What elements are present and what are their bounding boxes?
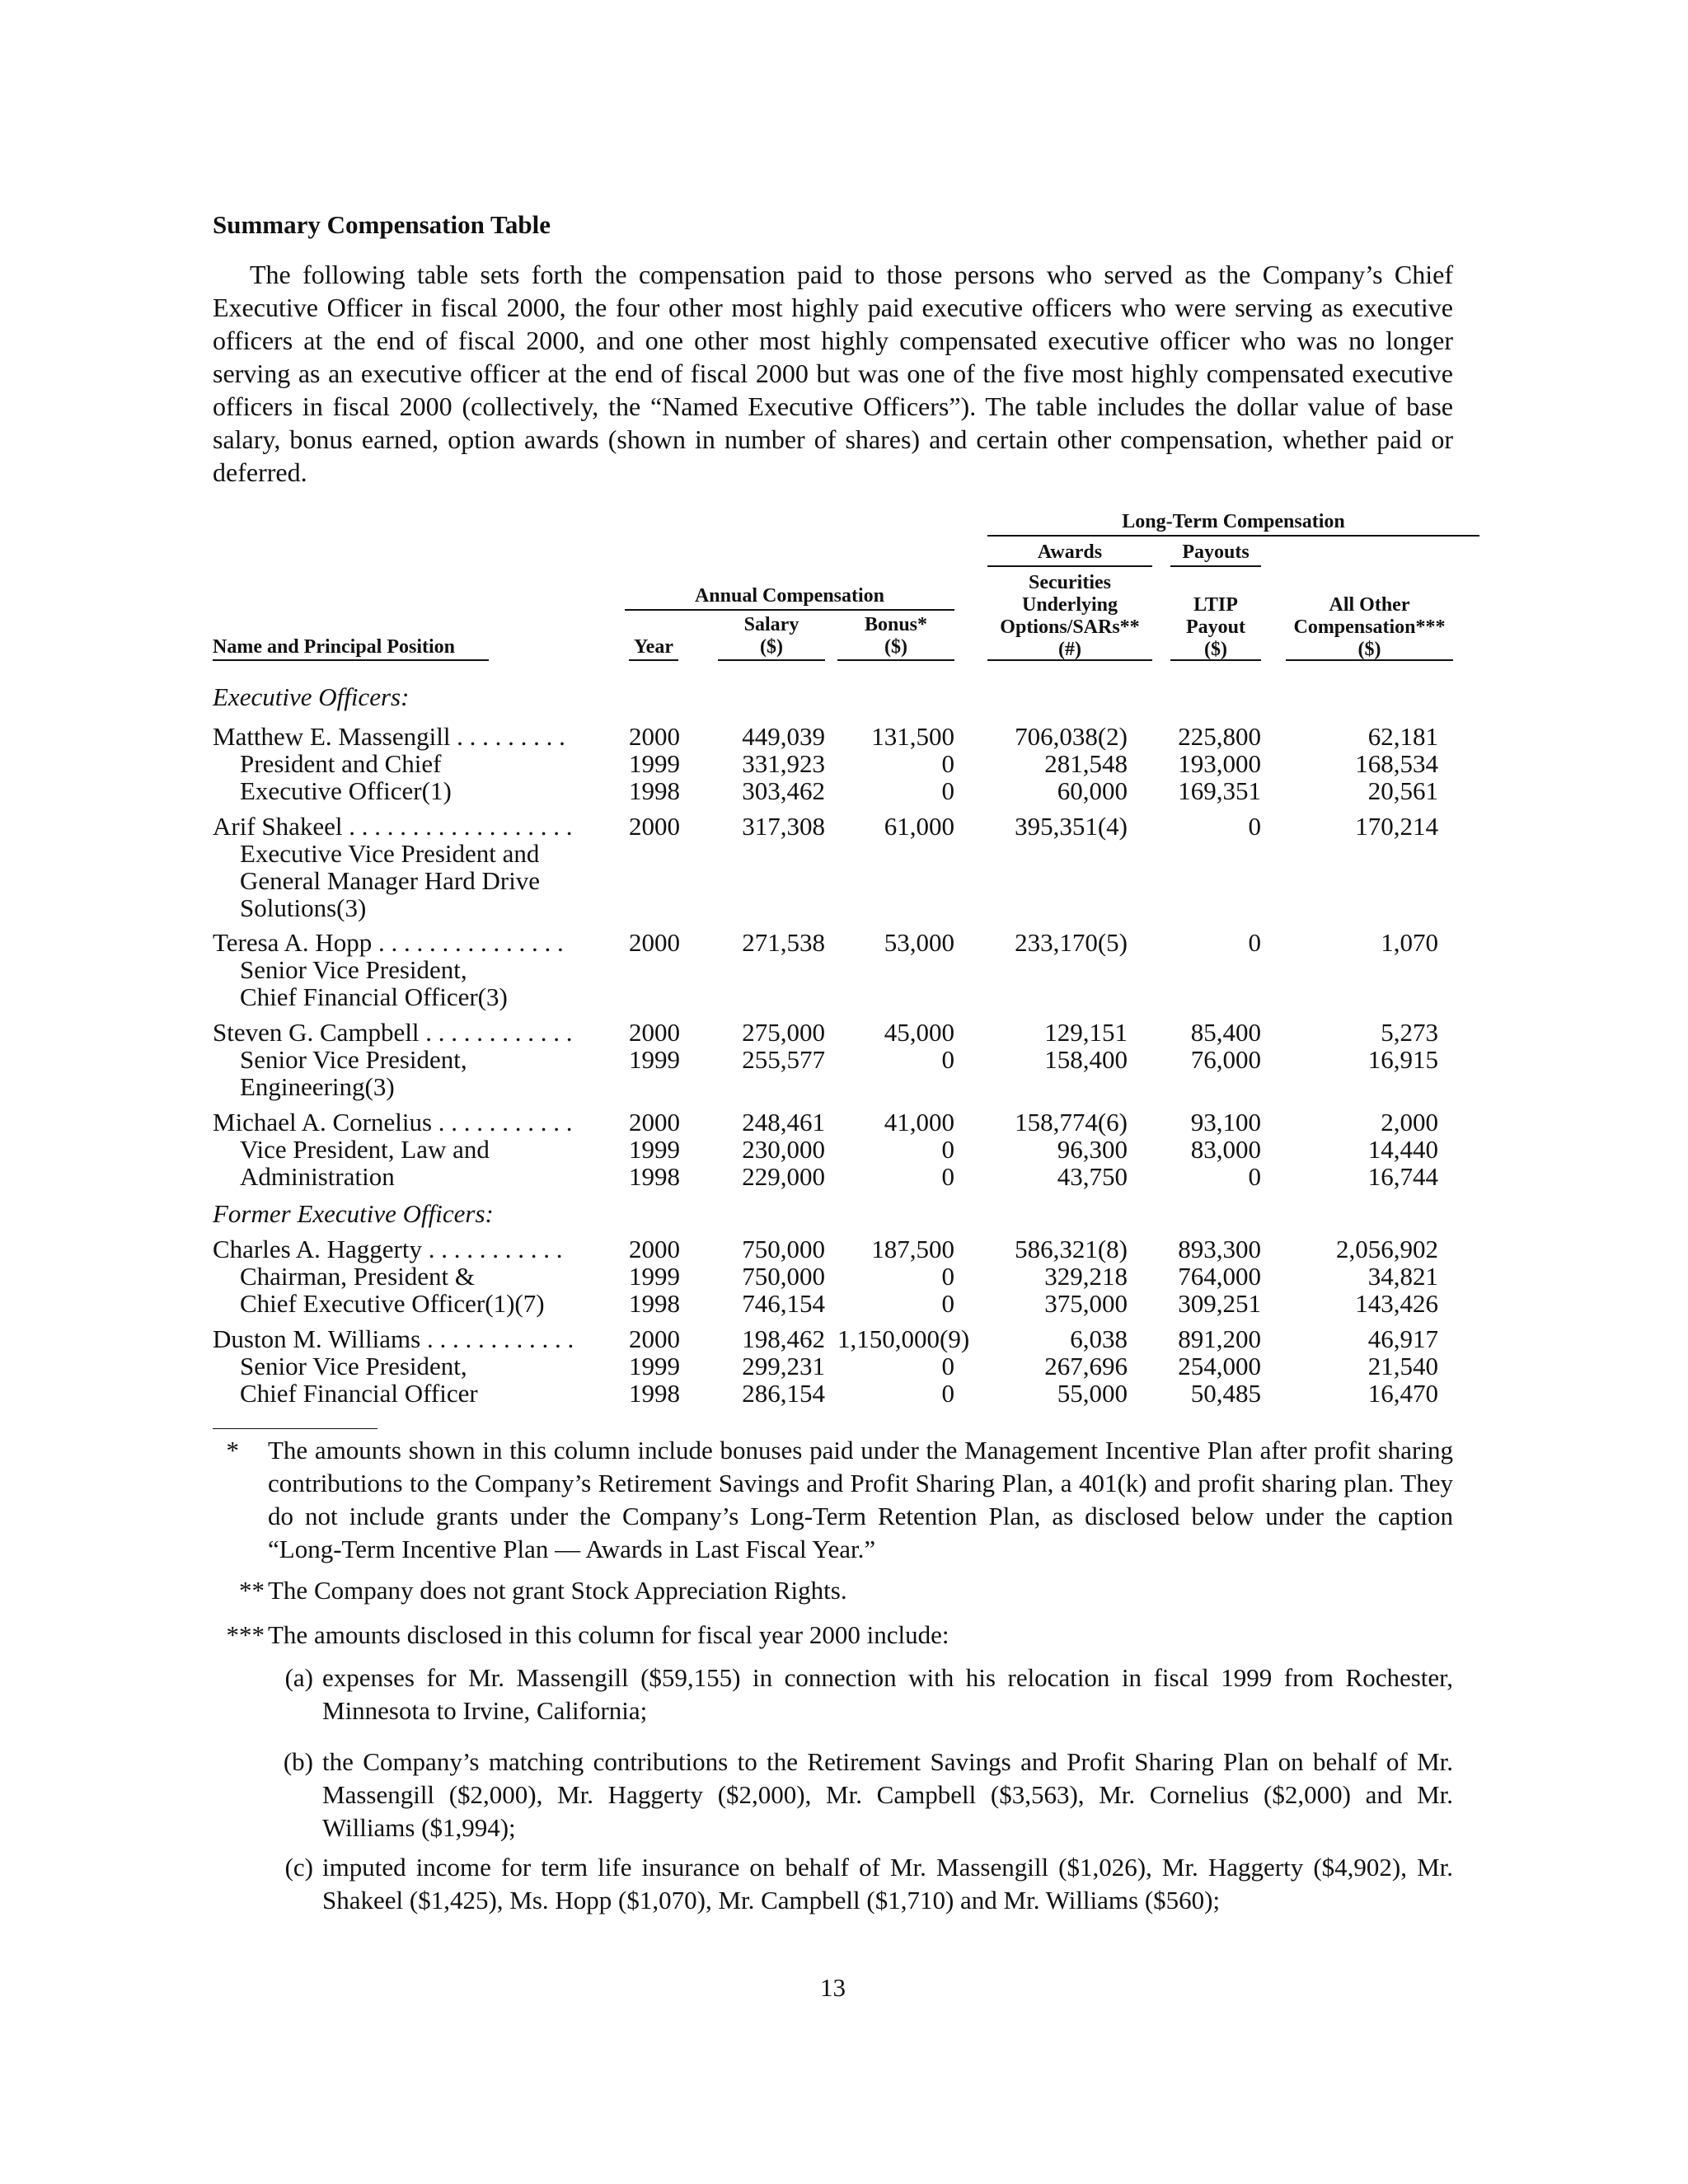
cell-all-other: 5,273 bbox=[1381, 1018, 1438, 1047]
cell-salary: 271,538 bbox=[742, 928, 825, 957]
cell-ltip: 891,200 bbox=[1178, 1324, 1261, 1353]
footnote-other: The amounts disclosed in this column for fiscal year 2000 include: bbox=[268, 1620, 950, 1649]
cell-year: 1999 bbox=[629, 1352, 680, 1380]
cell-bonus: 0 bbox=[941, 749, 954, 778]
cell-year: 2000 bbox=[629, 1108, 680, 1137]
cell-bonus: 45,000 bbox=[884, 1018, 954, 1047]
cell-year: 2000 bbox=[629, 1235, 680, 1263]
cell-all-other: 62,181 bbox=[1367, 722, 1438, 751]
header-bonus: Bonus* ($) bbox=[864, 614, 928, 658]
cell-year: 1998 bbox=[629, 1289, 680, 1318]
header-salary: Salary ($) bbox=[743, 614, 799, 658]
cell-year: 1999 bbox=[629, 1045, 680, 1074]
header-long-term: Long-Term Compensation bbox=[1122, 511, 1345, 532]
footnote-item-mark: (c) bbox=[284, 1853, 313, 1882]
cell-ltip: 0 bbox=[1248, 1162, 1261, 1191]
cell-salary: 750,000 bbox=[742, 1262, 825, 1291]
cell-salary: 303,462 bbox=[742, 776, 825, 805]
cell-all-other: 46,917 bbox=[1367, 1324, 1438, 1353]
header-ltip: LTIP Payout ($) bbox=[1186, 594, 1245, 660]
page-number: 13 bbox=[820, 1973, 846, 2002]
cell-year: 2000 bbox=[629, 928, 680, 957]
header-year: Year bbox=[634, 636, 673, 658]
cell-bonus: 0 bbox=[941, 1135, 954, 1164]
cell-all-other: 16,915 bbox=[1367, 1045, 1438, 1074]
cell-bonus: 131,500 bbox=[871, 722, 954, 751]
cell-name: Duston M. Williams . . . . . . . . . . . . bbox=[213, 1324, 574, 1353]
cell-ltip: 76,000 bbox=[1190, 1045, 1261, 1074]
cell-options: 395,351(4) bbox=[1015, 812, 1128, 841]
cell-ltip: 85,400 bbox=[1190, 1018, 1261, 1047]
cell-ltip: 893,300 bbox=[1178, 1235, 1261, 1263]
cell-salary: 746,154 bbox=[742, 1289, 825, 1318]
cell-ltip: 225,800 bbox=[1178, 722, 1261, 751]
header-rule bbox=[837, 659, 954, 661]
cell-salary: 299,231 bbox=[742, 1352, 825, 1380]
cell-options: 706,038(2) bbox=[1015, 722, 1128, 751]
footnote-item-b: the Company’s matching contributions to the Retirement Savings and Profit Sharing Plan on behalf of Mr. Massengill ($2,000), Mr. Haggerty ($2,000), Mr. Campbell ($3,563), Mr. Cornelius ($2,000) and Mr. Williams ($1,994); bbox=[322, 1747, 1453, 1842]
cell-name: Senior Vice President, bbox=[240, 955, 467, 984]
cell-salary: 331,923 bbox=[742, 749, 825, 778]
cell-options: 281,548 bbox=[1044, 749, 1128, 778]
cell-ltip: 169,351 bbox=[1178, 776, 1261, 805]
cell-options: 375,000 bbox=[1044, 1289, 1128, 1318]
header-rule bbox=[213, 659, 489, 661]
cell-all-other: 1,070 bbox=[1381, 928, 1438, 957]
cell-name: Steven G. Campbell . . . . . . . . . . . . bbox=[213, 1018, 573, 1047]
footnote-mark: *** bbox=[226, 1620, 265, 1649]
cell-salary: 449,039 bbox=[742, 722, 825, 751]
cell-options: 55,000 bbox=[1057, 1379, 1128, 1408]
cell-bonus: 0 bbox=[941, 1379, 954, 1408]
cell-options: 586,321(8) bbox=[1015, 1235, 1128, 1263]
cell-all-other: 168,534 bbox=[1355, 749, 1438, 778]
header-rule bbox=[987, 659, 1152, 661]
cell-ltip: 309,251 bbox=[1178, 1289, 1261, 1318]
cell-ltip: 193,000 bbox=[1178, 749, 1261, 778]
cell-all-other: 34,821 bbox=[1367, 1262, 1438, 1291]
cell-salary: 275,000 bbox=[742, 1018, 825, 1047]
cell-ltip: 83,000 bbox=[1190, 1135, 1261, 1164]
footnote-item-mark: (a) bbox=[284, 1663, 313, 1692]
footnote-bonus: The amounts shown in this column include bonuses paid under the Management Incentive Plan after profit sharing contributions to the Company’s Retirement Savings and Profit Sharing Plan, a 401(k) and profit sharing plan. They do not include grants under the Company’s Long-Term Retention Plan, as disclosed below under the caption “Long-Term Incentive Plan — Awards in Last Fiscal Year.” bbox=[268, 1436, 1453, 1563]
cell-year: 1998 bbox=[629, 776, 680, 805]
cell-name: Chief Executive Officer(1)(7) bbox=[240, 1289, 545, 1318]
cell-name: Administration bbox=[240, 1162, 395, 1191]
header-rule bbox=[1170, 659, 1261, 661]
header-rule bbox=[625, 609, 954, 611]
cell-all-other: 21,540 bbox=[1367, 1352, 1438, 1380]
header-payouts: Payouts bbox=[1182, 541, 1250, 563]
cell-options: 43,750 bbox=[1057, 1162, 1128, 1191]
cell-name: Senior Vice President, bbox=[240, 1352, 467, 1380]
cell-all-other: 16,470 bbox=[1367, 1379, 1438, 1408]
cell-name: Executive Vice President and bbox=[240, 839, 540, 868]
section-title: Summary Compensation Table bbox=[213, 210, 551, 239]
footnote-mark: * bbox=[226, 1436, 239, 1465]
footnote-item-mark: (b) bbox=[283, 1747, 313, 1776]
cell-options: 158,400 bbox=[1044, 1045, 1128, 1074]
cell-ltip: 0 bbox=[1248, 812, 1261, 841]
cell-bonus: 0 bbox=[941, 776, 954, 805]
cell-name: Michael A. Cornelius . . . . . . . . . . . bbox=[213, 1108, 573, 1137]
cell-bonus: 1,150,000(9) bbox=[837, 1324, 970, 1353]
cell-name: Chief Financial Officer(3) bbox=[240, 982, 508, 1011]
cell-year: 2000 bbox=[629, 1018, 680, 1047]
header-rule bbox=[987, 535, 1479, 537]
cell-options: 129,151 bbox=[1044, 1018, 1128, 1047]
cell-all-other: 143,426 bbox=[1355, 1289, 1438, 1318]
cell-salary: 255,577 bbox=[742, 1045, 825, 1074]
cell-all-other: 170,214 bbox=[1355, 812, 1438, 841]
cell-salary: 230,000 bbox=[742, 1135, 825, 1164]
footnote-rule bbox=[213, 1428, 377, 1429]
footnote-item-a: expenses for Mr. Massengill ($59,155) in connection with his relocation in fiscal 1999 from Rochester, Minnesota to Irvine, California; bbox=[322, 1663, 1453, 1725]
cell-bonus: 187,500 bbox=[871, 1235, 954, 1263]
header-annual: Annual Compensation bbox=[694, 585, 885, 607]
cell-options: 96,300 bbox=[1057, 1135, 1128, 1164]
cell-salary: 198,462 bbox=[742, 1324, 825, 1353]
cell-ltip: 0 bbox=[1248, 928, 1261, 957]
section-label-former: Former Executive Officers: bbox=[213, 1199, 494, 1228]
cell-name: Arif Shakeel . . . . . . . . . . . . . . . . . . bbox=[213, 812, 573, 841]
cell-year: 2000 bbox=[629, 1324, 680, 1353]
cell-name: Matthew E. Massengill . . . . . . . . . bbox=[213, 722, 565, 751]
cell-name: Chief Financial Officer bbox=[240, 1379, 478, 1408]
cell-ltip: 93,100 bbox=[1190, 1108, 1261, 1137]
cell-bonus: 53,000 bbox=[884, 928, 954, 957]
cell-bonus: 0 bbox=[941, 1045, 954, 1074]
cell-ltip: 50,485 bbox=[1190, 1379, 1261, 1408]
cell-name: Solutions(3) bbox=[240, 893, 367, 922]
cell-name: Executive Officer(1) bbox=[240, 776, 452, 805]
cell-bonus: 0 bbox=[941, 1262, 954, 1291]
cell-bonus: 0 bbox=[941, 1162, 954, 1191]
header-rule bbox=[1286, 659, 1453, 661]
cell-salary: 750,000 bbox=[742, 1235, 825, 1263]
cell-ltip: 254,000 bbox=[1178, 1352, 1261, 1380]
cell-name: President and Chief bbox=[240, 749, 442, 778]
cell-name: General Manager Hard Drive bbox=[240, 866, 541, 895]
cell-bonus: 41,000 bbox=[884, 1108, 954, 1137]
cell-bonus: 61,000 bbox=[884, 812, 954, 841]
cell-name: Engineering(3) bbox=[240, 1072, 395, 1101]
cell-all-other: 16,744 bbox=[1367, 1162, 1438, 1191]
header-rule bbox=[987, 565, 1152, 567]
cell-options: 267,696 bbox=[1044, 1352, 1128, 1380]
cell-salary: 248,461 bbox=[742, 1108, 825, 1137]
intro-paragraph: The following table sets forth the compensation paid to those persons who served as the Company’s Chief Executive Officer in fiscal 2000, the four other most highly paid executive officers who were serving as executive officers at the end of fiscal 2000, and one other most highly compensated executive officer who was no longer serving as an executive officer at the end of fiscal 2000 but was one of the five most highly compensated executive officers in fiscal 2000 (collectively, the “Named Executive Officers”). The table includes the dollar value of base salary, bonus earned, option awards (shown in number of shares) and certain other compensation, whether paid or deferred. bbox=[213, 260, 1453, 487]
cell-year: 1999 bbox=[629, 1262, 680, 1291]
section-label-executive: Executive Officers: bbox=[213, 682, 410, 711]
header-rule bbox=[718, 659, 825, 661]
cell-name: Charles A. Haggerty . . . . . . . . . . . bbox=[213, 1235, 563, 1263]
header-rule bbox=[629, 659, 678, 661]
cell-name: Senior Vice President, bbox=[240, 1045, 467, 1074]
cell-salary: 286,154 bbox=[742, 1379, 825, 1408]
cell-year: 2000 bbox=[629, 722, 680, 751]
cell-options: 329,218 bbox=[1044, 1262, 1128, 1291]
cell-bonus: 0 bbox=[941, 1352, 954, 1380]
cell-year: 1999 bbox=[629, 749, 680, 778]
header-rule bbox=[1170, 565, 1261, 567]
cell-year: 2000 bbox=[629, 812, 680, 841]
cell-name: Chairman, President & bbox=[240, 1262, 475, 1291]
cell-year: 1998 bbox=[629, 1162, 680, 1191]
cell-all-other: 20,561 bbox=[1367, 776, 1438, 805]
cell-options: 60,000 bbox=[1057, 776, 1128, 805]
cell-name: Teresa A. Hopp . . . . . . . . . . . . . . . bbox=[213, 928, 564, 957]
cell-name: Vice President, Law and bbox=[240, 1135, 490, 1164]
header-all-other: All Other Compensation*** ($) bbox=[1293, 594, 1446, 660]
cell-salary: 229,000 bbox=[742, 1162, 825, 1191]
cell-year: 1998 bbox=[629, 1379, 680, 1408]
footnote-sars: The Company does not grant Stock Appreciation Rights. bbox=[268, 1576, 847, 1605]
cell-all-other: 14,440 bbox=[1367, 1135, 1438, 1164]
footnote-mark: ** bbox=[239, 1576, 265, 1605]
cell-bonus: 0 bbox=[941, 1289, 954, 1318]
cell-ltip: 764,000 bbox=[1178, 1262, 1261, 1291]
cell-all-other: 2,000 bbox=[1381, 1108, 1438, 1137]
cell-options: 233,170(5) bbox=[1015, 928, 1128, 957]
cell-options: 158,774(6) bbox=[1015, 1108, 1128, 1137]
cell-year: 1999 bbox=[629, 1135, 680, 1164]
header-name: Name and Principal Position bbox=[213, 636, 456, 658]
cell-all-other: 2,056,902 bbox=[1336, 1235, 1438, 1263]
header-securities: Securities Underlying Options/SARs** (#) bbox=[1000, 572, 1140, 660]
cell-salary: 317,308 bbox=[742, 812, 825, 841]
cell-options: 6,038 bbox=[1070, 1324, 1128, 1353]
footnote-item-c: imputed income for term life insurance on behalf of Mr. Massengill ($1,026), Mr. Haggerty ($4,902), Mr. Shakeel ($1,425), Ms. Hopp ($1,070), Mr. Campbell ($1,710) and Mr. Williams ($560); bbox=[322, 1853, 1453, 1915]
header-awards: Awards bbox=[1037, 541, 1103, 563]
